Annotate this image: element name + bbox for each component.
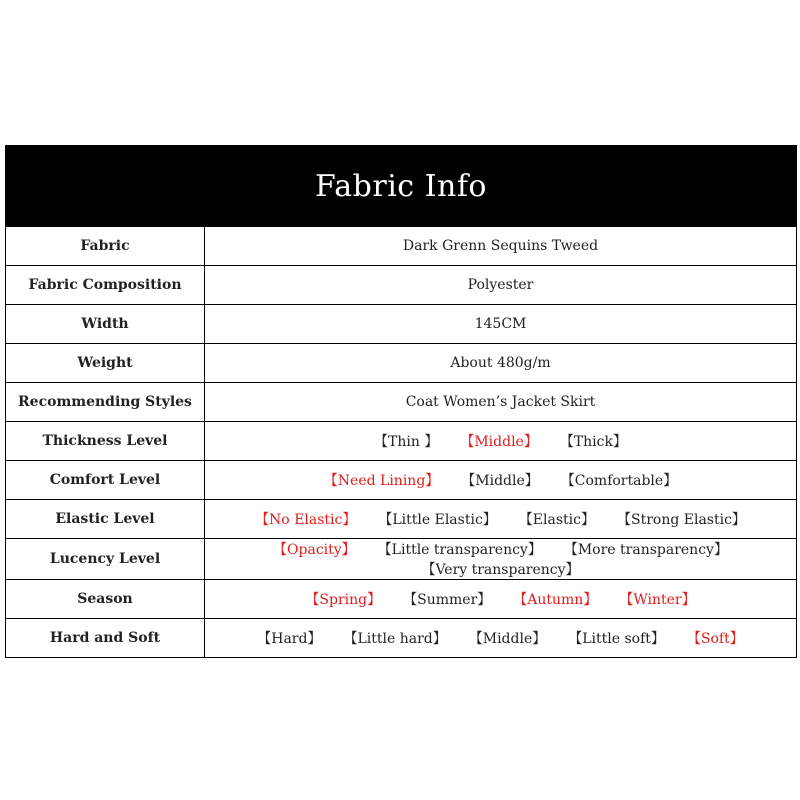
row-label: Lucency Level — [6, 539, 205, 580]
option-selected: 【No Elastic】 — [255, 512, 357, 528]
table-title — [6, 146, 796, 226]
table-row-option — [6, 461, 796, 500]
option: 【Thick】 — [559, 434, 627, 450]
table-row-option — [6, 539, 796, 580]
row-label: Elastic Level — [6, 500, 205, 539]
row-label: Hard and Soft — [6, 619, 205, 658]
row-label: Recommending Styles — [6, 383, 205, 422]
row-label: Weight — [6, 344, 205, 383]
option: 【Little transparency】 — [377, 542, 542, 558]
table-row-composition — [6, 266, 796, 305]
row-value: Coat Women’s Jacket Skirt — [205, 383, 797, 422]
table-row-option — [6, 619, 796, 658]
row-label: Comfort Level — [6, 461, 205, 500]
option: 【Strong Elastic】 — [616, 512, 746, 528]
option: 【More transparency】 — [563, 542, 728, 558]
row-label: Fabric — [6, 227, 205, 266]
option-rows — [6, 422, 796, 658]
row-value: About 480g/m — [205, 344, 797, 383]
table-row-width — [6, 305, 796, 344]
option-selected: 【Spring】 — [305, 592, 382, 608]
option: 【Middle】 — [461, 473, 539, 489]
option-selected: 【Opacity】 — [273, 542, 356, 558]
table-title-text: Fabric Info — [315, 168, 487, 204]
option-selected: 【Soft】 — [686, 631, 744, 647]
option: 【Thin 】 — [374, 434, 439, 450]
row-label: Thickness Level — [6, 422, 205, 461]
row-options — [205, 539, 797, 580]
fabric-value: Dark Grenn Sequins Tweed — [402, 238, 599, 254]
option-selected: 【Winter】 — [619, 592, 696, 608]
option: 【Elastic】 — [518, 512, 595, 528]
row-label: Season — [6, 580, 205, 619]
table-row-option — [6, 500, 796, 539]
row-options — [205, 500, 797, 539]
row-label: Width — [6, 305, 205, 344]
row-options — [205, 461, 797, 500]
option: 【Hard】 — [257, 631, 322, 647]
option-selected: 【Need Lining】 — [323, 473, 440, 489]
row-label: Fabric Composition — [6, 266, 205, 305]
row-value: Polyester — [205, 266, 797, 305]
option-selected: 【Autumn】 — [513, 592, 598, 608]
row-options — [205, 580, 797, 619]
table-row-option — [6, 422, 796, 461]
option: 【Little hard】 — [343, 631, 447, 647]
row-value: 145CM — [205, 305, 797, 344]
option-selected: 【Middle】 — [460, 434, 538, 450]
row-options — [205, 422, 797, 461]
table-row-fabric — [6, 227, 796, 266]
table-row-weight — [6, 344, 796, 383]
spec-table — [6, 226, 796, 657]
row-options — [205, 619, 797, 658]
option: 【Very transparency】 — [421, 562, 580, 578]
option: 【Little soft】 — [568, 631, 665, 647]
option: 【Middle】 — [468, 631, 547, 647]
option: 【Comfortable】 — [560, 473, 678, 489]
option: 【Little Elastic】 — [378, 512, 497, 528]
table-row-styles — [6, 383, 796, 422]
table-row-option — [6, 580, 796, 619]
option: 【Summer】 — [403, 592, 492, 608]
fabric-info-table — [5, 145, 797, 658]
row-value — [205, 227, 797, 266]
